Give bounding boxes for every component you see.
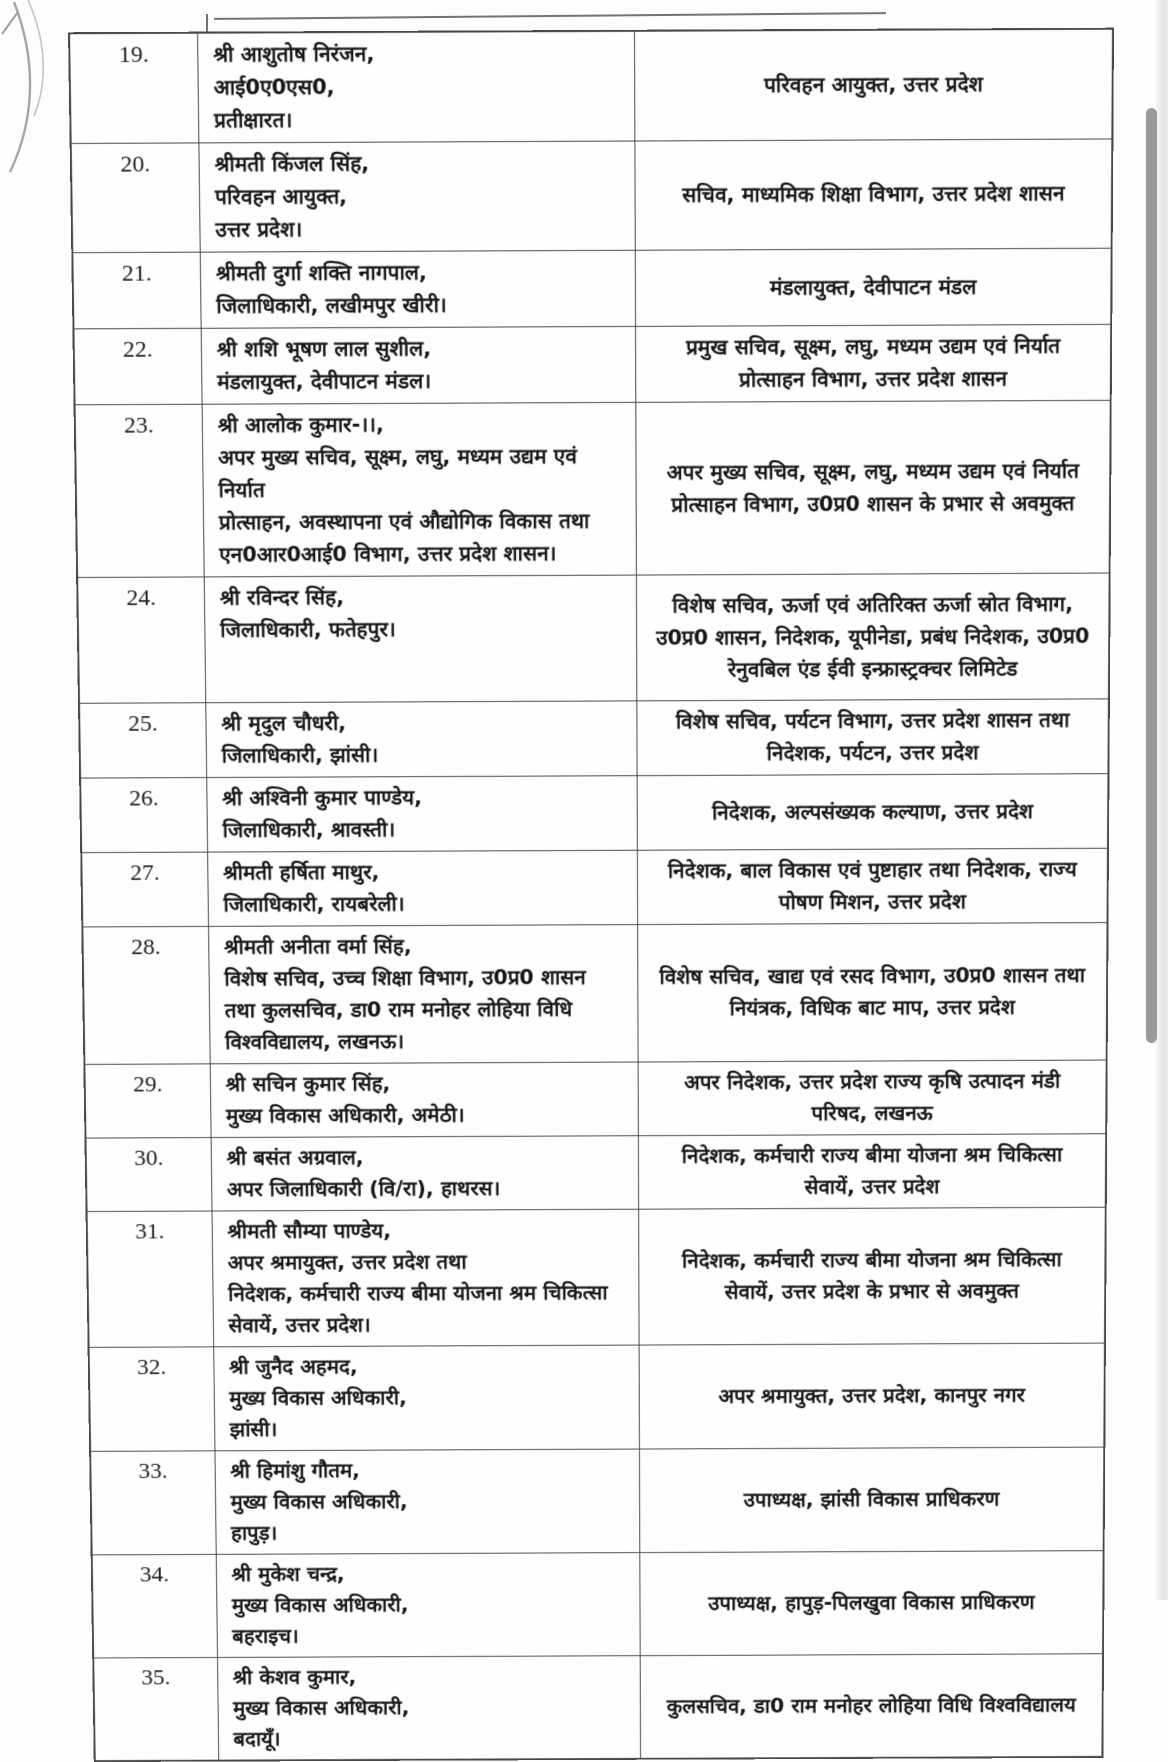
table-row <box>70 30 1112 144</box>
new-posting-cell <box>637 699 1108 775</box>
serial-number-cell: 35. <box>94 1658 219 1760</box>
officer-cell: श्री मुकेश चन्द्र, मुख्य विकास अधिकारी, बहराइच। <box>217 1553 641 1657</box>
new-posting-text: अपर निदेशक, उत्तर प्रदेश राज्य कृषि उत्पादन मंडी परिषद, लखनऊ <box>684 1069 1061 1125</box>
transfer-table <box>68 28 1114 1762</box>
new-posting-cell <box>639 1061 1106 1136</box>
officer-cell: श्री शशि भूषण लाल सुशील, मंडलायुक्त, देवीपाटन मंडल। <box>202 327 637 404</box>
new-posting-text: अपर मुख्य सचिव, सूक्ष्म, लघु, मध्यम उद्यम एवं निर्यात प्रोत्साहन विभाग, उ0प्र0 शासन के प्रभार से अवमुक्त <box>666 458 1080 517</box>
serial-number-cell: 31. <box>88 1211 215 1346</box>
officer-cell: श्री आशुतोष निरंजन, आई0ए0एस0, प्रतीक्षारत। <box>198 32 635 143</box>
serial-number-cell: 19. <box>70 34 199 143</box>
new-posting-cell <box>639 1208 1105 1345</box>
table-row <box>73 249 1110 330</box>
table-row <box>83 923 1106 1065</box>
officer-cell: श्री रविन्दर सिंह, जिलाधिकारी, फतेहपुर। <box>205 576 638 703</box>
new-posting-text: विशेष सचिव, पर्यटन विभाग, उत्तर प्रदेश शासन तथा निदेशक, पर्यटन, उत्तर प्रदेश <box>675 708 1070 765</box>
officer-cell: श्री सचिन कुमार सिंह, मुख्य विकास अधिकारी, अमेठी। <box>211 1063 639 1138</box>
new-posting-text: विशेष सचिव, ऊर्जा एवं अतिरिक्त ऊर्जा स्रोत विभाग, उ0प्र0 शासन, निदेशक, यूपीनेडा, प्रबंध निदेशक, उ0प्र0 रेनुवबिल एंड ईवी इन्फ्रास्ट्रक्चर लिमिटेड <box>655 591 1090 682</box>
table-row <box>76 401 1110 578</box>
officer-cell: श्रीमती सौम्या पाण्डेय, अपर श्रमायुक्त, उत्तर प्रदेश तथा निदेशक, कर्मचारी राज्य बीमा योजना श्रम चिकित्सा सेवायें, उत्तर प्रदेश। <box>213 1210 640 1347</box>
serial-number-cell: 34. <box>93 1555 218 1658</box>
officer-cell: श्री मृदुल चौधरी, जिलाधिकारी, झांसी। <box>206 701 637 777</box>
serial-number-cell: 24. <box>78 577 206 702</box>
officer-cell: श्रीमती हर्षिता माथुर, जिलाधिकारी, रायबरेली। <box>208 851 638 926</box>
serial-number-cell: 25. <box>80 703 207 777</box>
table-row <box>74 325 1110 405</box>
new-posting-text: उपाध्यक्ष, झांसी विकास प्राधिकरण <box>743 1487 1000 1512</box>
officer-cell: श्री हिमांशु गौतम, मुख्य विकास अधिकारी, हापुड़। <box>215 1450 640 1554</box>
new-posting-text: कुलसचिव, डा0 राम मनोहर लोहिया विधि विश्वविद्यालय <box>666 1693 1076 1718</box>
table-row <box>91 1448 1103 1556</box>
new-posting-cell <box>638 774 1108 850</box>
table-row <box>90 1344 1104 1452</box>
officer-cell: श्रीमती किंजल सिंह, परिवहन आयुक्त, उत्तर प्रदेश। <box>199 142 635 252</box>
officer-cell: श्रीमती अनीता वर्मा सिंह, विशेष सचिव, उच्च शिक्षा विभाग, उ0प्र0 शासन तथा कुलसचिव, डा0 राम मनोहर लोहिया विधि विश्वविद्यालय, लखनऊ। <box>209 925 639 1063</box>
new-posting-text: मंडलायुक्त, देवीपाटन मंडल <box>769 274 977 300</box>
new-posting-cell <box>641 1654 1102 1758</box>
officer-cell: श्री बसंत अग्रवाल, अपर जिलाधिकारी (वि/रा), हाथरस। <box>212 1136 639 1210</box>
new-posting-cell <box>637 574 1109 701</box>
serial-number-cell: 27. <box>82 853 209 927</box>
officer-cell: श्री आलोक कुमार-।।, अपर मुख्य सचिव, सूक्ष्म, लघु, मध्यम उद्यम एवं निर्यात प्रोत्साहन, अवस्थापना एवं औद्योगिक विकास तथा एन0आर0आई0 विभाग, उत्तर प्रदेश शासन। <box>203 403 637 577</box>
table-row <box>81 774 1107 853</box>
officer-cell: श्री केशव कुमार, मुख्य विकास अधिकारी, बदायूँ। <box>218 1656 641 1760</box>
new-posting-text: परिवहन आयुक्त, उत्तर प्रदेश <box>763 72 983 98</box>
serial-number-cell: 20. <box>72 143 201 252</box>
serial-number-cell: 28. <box>83 927 210 1064</box>
new-posting-cell <box>640 1448 1103 1553</box>
new-posting-cell <box>636 325 1110 402</box>
table-row <box>86 1134 1105 1212</box>
table-row <box>88 1208 1105 1348</box>
serial-number-cell: 30. <box>86 1138 212 1211</box>
new-posting-cell <box>636 249 1111 326</box>
officer-cell: श्री जुनैद अहमद, मुख्य विकास अधिकारी, झांसी। <box>214 1346 640 1451</box>
new-posting-text: निदेशक, अल्पसंख्यक कल्याण, उत्तर प्रदेश <box>711 799 1034 824</box>
table-row <box>94 1654 1102 1760</box>
new-posting-cell <box>635 139 1111 249</box>
new-posting-cell <box>636 401 1109 575</box>
serial-number-cell: 29. <box>85 1064 211 1137</box>
new-posting-text: विशेष सचिव, खाद्य एवं रसद विभाग, उ0प्र0 शासन तथा नियंत्रक, विधिक बाट माप, उत्तर प्रदेश <box>659 963 1086 1020</box>
table-row <box>82 849 1107 928</box>
serial-number-cell: 22. <box>74 329 202 404</box>
new-posting-text: निदेशक, बाल विकास एवं पुष्टाहार तथा निदेशक, राज्य पोषण मिशन, उत्तर प्रदेश <box>667 857 1078 914</box>
previous-row-border <box>214 12 886 20</box>
new-posting-text: निदेशक, कर्मचारी राज्य बीमा योजना श्रम चिकित्सा सेवायें, उत्तर प्रदेश के प्रभार से अवमुक्त <box>681 1247 1062 1304</box>
new-posting-cell <box>640 1344 1104 1449</box>
scrollbar-thumb[interactable] <box>1146 108 1157 1043</box>
table-row <box>78 574 1109 704</box>
serial-number-cell: 21. <box>73 253 201 329</box>
officer-cell: श्रीमती दुर्गा शक्ति नागपाल, जिलाधिकारी, लखीमपुर खीरी। <box>201 251 636 328</box>
new-posting-cell <box>639 1134 1105 1209</box>
serial-number-cell: 26. <box>81 778 208 852</box>
new-posting-text: अपर श्रमायुक्त, उत्तर प्रदेश, कानपुर नगर <box>718 1383 1025 1408</box>
new-posting-cell <box>640 1551 1102 1655</box>
new-posting-text: प्रमुख सचिव, सूक्ष्म, लघु, मध्यम उद्यम एवं निर्यात प्रोत्साहन विभाग, उत्तर प्रदेश शासन <box>685 333 1061 392</box>
table-row <box>80 699 1108 778</box>
table-row <box>93 1551 1103 1658</box>
serial-number-cell: 33. <box>91 1451 217 1554</box>
table-row <box>85 1061 1105 1139</box>
officer-cell: श्री अश्विनी कुमार पाण्डेय, जिलाधिकारी, श्रावस्ती। <box>207 776 638 851</box>
table-row <box>72 139 1112 253</box>
new-posting-text: निदेशक, कर्मचारी राज्य बीमा योजना श्रम चिकित्सा सेवायें, उत्तर प्रदेश <box>681 1142 1063 1199</box>
table-body <box>70 30 1112 1760</box>
new-posting-text: उपाध्यक्ष, हापुड़-पिलखुवा विकास प्राधिकरण <box>708 1590 1035 1615</box>
new-posting-cell <box>638 849 1107 924</box>
serial-number-cell: 23. <box>76 405 205 577</box>
serial-number-cell: 32. <box>90 1347 216 1451</box>
new-posting-cell <box>635 30 1112 141</box>
new-posting-text: सचिव, माध्यमिक शिक्षा विभाग, उत्तर प्रदेश शासन <box>682 181 1065 207</box>
new-posting-cell <box>638 923 1106 1062</box>
